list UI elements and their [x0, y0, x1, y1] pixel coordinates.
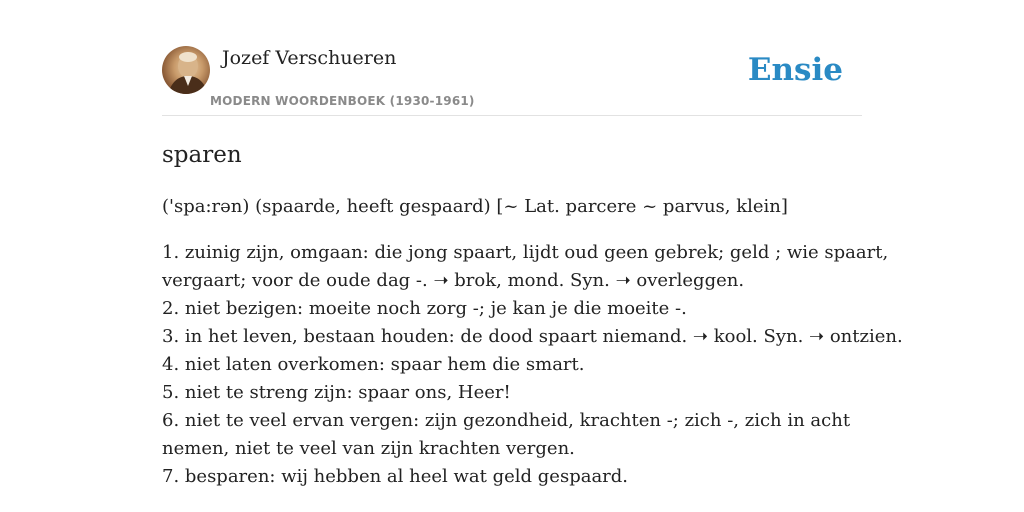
definition-line: 6. niet te veel ervan vergen: zijn gezondheid, krachten -; zich -, zich in acht [162, 410, 851, 431]
author-name[interactable]: Jozef Verschueren [222, 47, 397, 69]
headword: sparen [162, 142, 242, 168]
definition-line: 1. zuinig zijn, omgaan: die jong spaart, lijdt oud geen gebrek; geld ; wie spaart, [162, 242, 889, 263]
brand-logo[interactable]: Ensie [747, 52, 843, 88]
portrait-photo-icon [162, 46, 210, 94]
author-avatar[interactable] [162, 46, 210, 94]
definition-line: 3. in het leven, bestaan houden: de dood spaart niemand. ➝ kool. Syn. ➝ ontzien. [162, 326, 903, 347]
source-title[interactable]: MODERN WOORDENBOEK (1930-1961) [210, 94, 475, 108]
definition-line: 7. besparen: wij hebben al heel wat geld gespaard. [162, 466, 629, 487]
etymology-line: ('spa:rən) (spaarde, heeft gespaard) [~ Lat. parcere ~ parvus, klein] [162, 196, 788, 217]
definition-line: vergaart; voor de oude dag -. ➝ brok, mond. Syn. ➝ overleggen. [162, 270, 745, 291]
definition-line: 4. niet laten overkomen: spaar hem die smart. [162, 354, 585, 375]
definition-list [162, 239, 903, 491]
header-divider [162, 115, 862, 116]
definition-line: 2. niet bezigen: moeite noch zorg -; je kan je die moeite -. [162, 298, 687, 319]
definition-line: 5. niet te streng zijn: spaar ons, Heer! [162, 382, 511, 403]
definition-line: nemen, niet te veel van zijn krachten vergen. [162, 438, 575, 459]
